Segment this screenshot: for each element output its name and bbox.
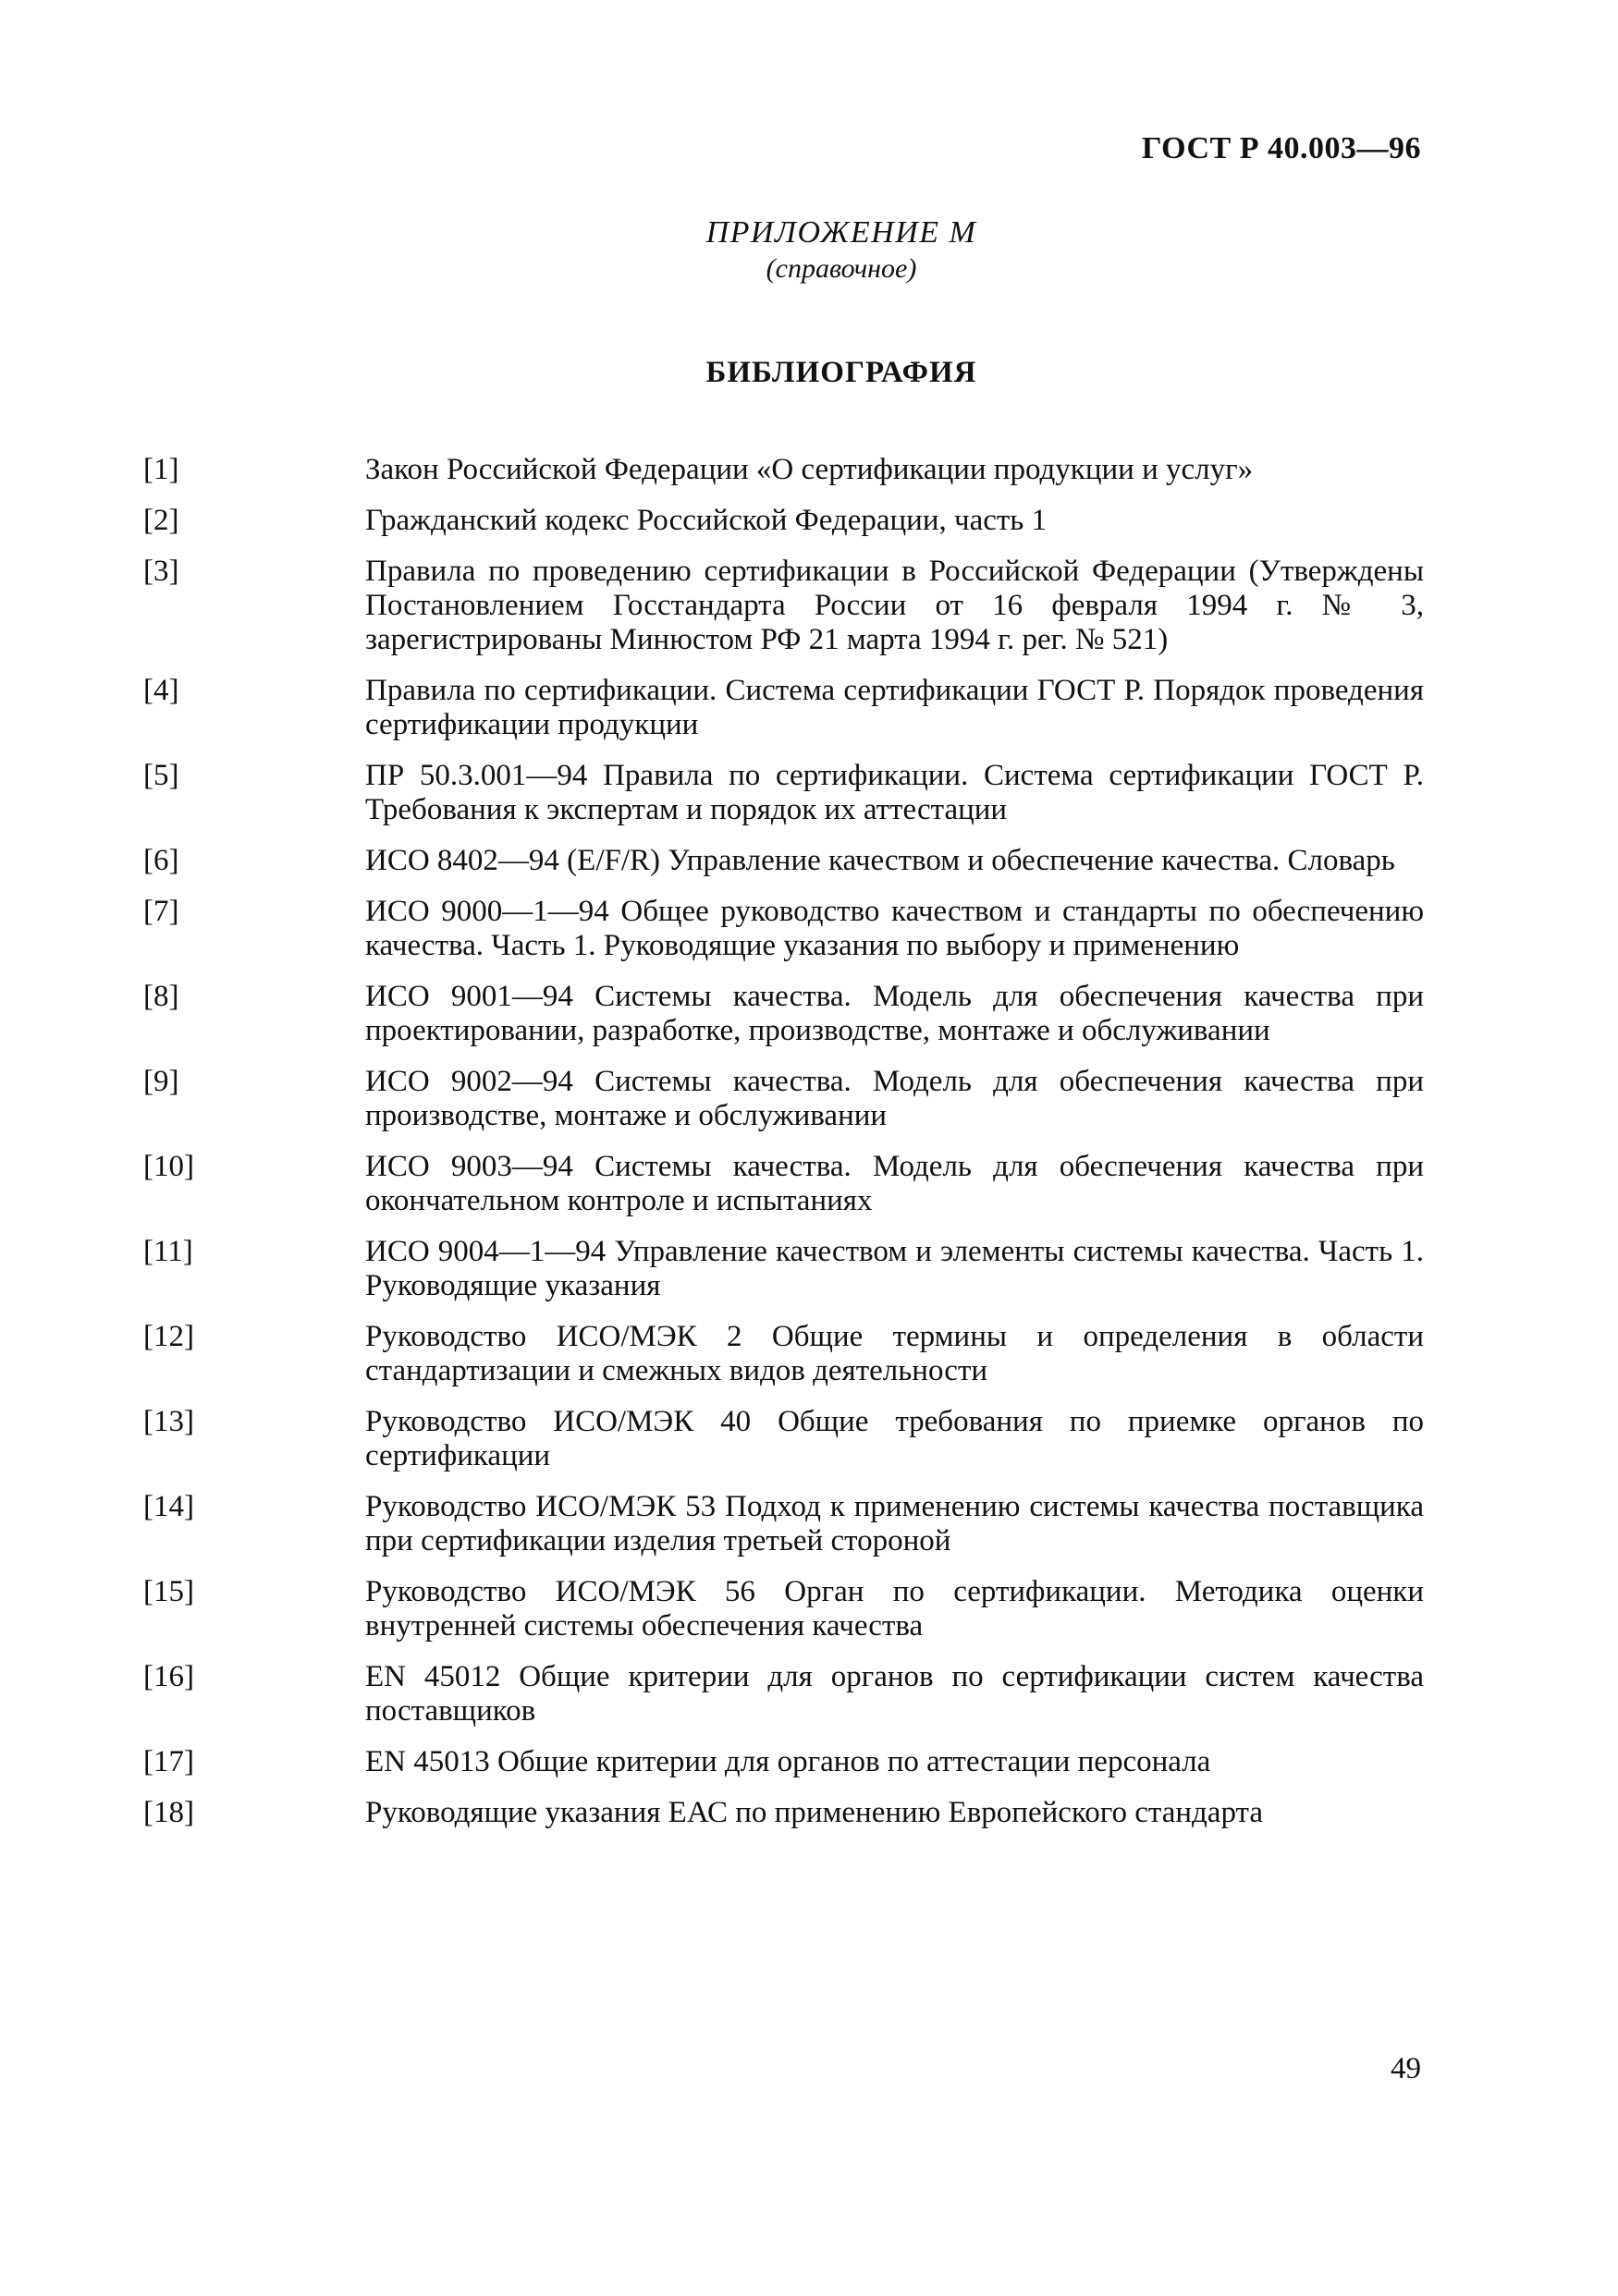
entry-number: [16] [143, 1660, 194, 1693]
entry-number: [17] [143, 1745, 194, 1778]
entry-text: ИСО 9001—94 Системы качества. Модель для обеспечения качества при проектировании, разработке, производстве, монтаже и обслуживании [365, 980, 1424, 1047]
entry-text: Закон Российской Федерации «О сертификации продукции и услуг» [365, 453, 1254, 486]
entry-text: Гражданский кодекс Российской Федерации, часть 1 [365, 504, 1048, 537]
bibliography-entry [143, 555, 1424, 657]
entry-text: Руководящие указания ЕАС по применению Европейского стандарта [365, 1796, 1263, 1829]
appendix-subtitle: (справочное) [766, 253, 917, 284]
entry-text: Руководство ИСО/МЭК 53 Подход к применению системы качества поставщика при сертификации изделия третьей стороной [365, 1490, 1424, 1557]
bibliography-entry [143, 1320, 1424, 1388]
bibliography-entry [143, 844, 1424, 878]
entry-number: [8] [143, 980, 179, 1013]
entry-text: Правила по проведению сертификации в Российской Федерации (Утверждены Постановлением Госстандарта России от 16 февраля 1994 г. № 3, зарегистрированы Минюстом РФ 21 марта 1994 г. рег. № 521) [365, 555, 1424, 656]
document-code: ГОСТ Р 40.003—96 [1141, 131, 1421, 165]
entry-text: ИСО 9000—1—94 Общее руководство качеством и стандарты по обеспечению качества. Часть 1. Руководящие указания по выбору и применению [365, 895, 1424, 962]
entry-text: ИСО 9003—94 Системы качества. Модель для обеспечения качества при окончательном контроле и испытаниях [365, 1150, 1424, 1217]
entry-number: [14] [143, 1490, 194, 1523]
bibliography-entry [143, 1150, 1424, 1218]
entry-text: ИСО 8402—94 (E/F/R) Управление качеством и обеспечение качества. Словарь [365, 844, 1395, 877]
entry-text: ИСО 9004—1—94 Управление качеством и элементы системы качества. Часть 1. Руководящие указания [365, 1235, 1424, 1302]
bibliography-entry [143, 1405, 1424, 1473]
entry-number: [6] [143, 844, 179, 877]
entry-number: [4] [143, 674, 179, 707]
section-heading: БИБЛИОГРАФИЯ [705, 356, 977, 389]
entry-number: [10] [143, 1150, 194, 1183]
entry-number: [9] [143, 1065, 179, 1098]
bibliography-entry [143, 674, 1424, 742]
entry-text: ИСО 9002—94 Системы качества. Модель для обеспечения качества при производстве, монтаже и обслуживании [365, 1065, 1424, 1132]
entry-text: Руководство ИСО/МЭК 2 Общие термины и определения в области стандартизации и смежных видов деятельности [365, 1320, 1424, 1387]
entry-number: [2] [143, 504, 179, 537]
entry-number: [12] [143, 1320, 194, 1353]
bibliography-entry [143, 1660, 1424, 1728]
bibliography-entry [143, 1575, 1424, 1643]
entry-number: [5] [143, 759, 179, 792]
page-number: 49 [1391, 2052, 1421, 2085]
entry-text: ПР 50.3.001—94 Правила по сертификации. Система сертификации ГОСТ Р. Требования к экспертам и порядок их аттестации [365, 759, 1424, 826]
entry-number: [11] [143, 1235, 193, 1268]
entry-number: [3] [143, 555, 179, 588]
bibliography-entry [143, 1065, 1424, 1133]
appendix-block [0, 214, 1618, 287]
entry-number: [15] [143, 1575, 194, 1608]
entry-number: [1] [143, 453, 179, 486]
bibliography-list [143, 453, 1424, 1847]
bibliography-entry [143, 1235, 1424, 1303]
bibliography-entry [143, 453, 1424, 487]
entry-text: Руководство ИСО/МЭК 40 Общие требования по приемке органов по сертификации [365, 1405, 1424, 1472]
entry-text: EN 45012 Общие критерии для органов по сертификации систем качества поставщиков [365, 1660, 1424, 1728]
bibliography-entry [143, 1745, 1424, 1779]
bibliography-entry [143, 759, 1424, 827]
entry-text: Правила по сертификации. Система сертификации ГОСТ Р. Порядок проведения сертификации продукции [365, 674, 1424, 741]
entry-number: [18] [143, 1796, 194, 1829]
entry-number: [7] [143, 895, 179, 928]
entry-number: [13] [143, 1405, 194, 1438]
entry-text: EN 45013 Общие критерии для органов по аттестации персонала [365, 1745, 1211, 1778]
bibliography-entry [143, 895, 1424, 963]
bibliography-entry [143, 980, 1424, 1048]
appendix-title: ПРИЛОЖЕНИЕ М [705, 215, 977, 250]
entry-text: Руководство ИСО/МЭК 56 Орган по сертификации. Методика оценки внутренней системы обеспечения качества [365, 1575, 1424, 1643]
bibliography-entry [143, 1796, 1424, 1830]
bibliography-entry [143, 504, 1424, 538]
bibliography-entry [143, 1490, 1424, 1558]
